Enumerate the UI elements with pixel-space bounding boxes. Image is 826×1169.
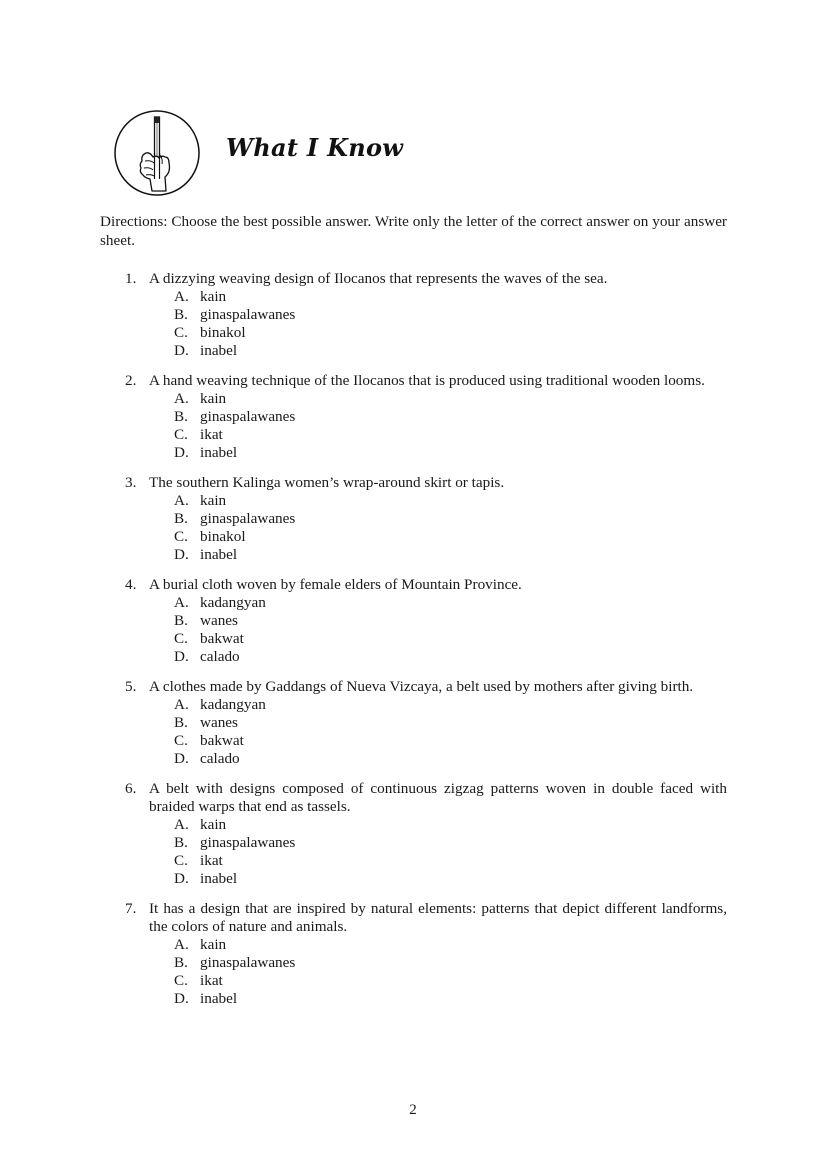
choice-letter: A. bbox=[174, 936, 189, 953]
choice-text: kadangyan bbox=[200, 696, 266, 713]
choice-item bbox=[149, 426, 727, 444]
question-text: A clothes made by Gaddangs of Nueva Vizcaya, a belt used by mothers after giving birth. bbox=[149, 678, 694, 695]
section-title: What I Know bbox=[226, 133, 404, 162]
question-item bbox=[100, 372, 727, 462]
choice-item bbox=[149, 528, 727, 546]
choice-letter: A. bbox=[174, 696, 189, 713]
choice-item bbox=[149, 306, 727, 324]
choice-list bbox=[149, 288, 727, 360]
question-number: 5. bbox=[125, 678, 137, 695]
choice-item bbox=[149, 972, 727, 990]
choice-list bbox=[149, 696, 727, 768]
choice-letter: C. bbox=[174, 852, 188, 869]
choice-letter: B. bbox=[174, 834, 188, 851]
choice-item bbox=[149, 444, 727, 462]
choice-item bbox=[149, 696, 727, 714]
choice-letter: A. bbox=[174, 390, 189, 407]
choice-text: inabel bbox=[200, 870, 238, 887]
choice-letter: B. bbox=[174, 408, 188, 425]
choice-item bbox=[149, 630, 727, 648]
choice-text: binakol bbox=[200, 324, 246, 341]
choice-text: bakwat bbox=[200, 630, 244, 647]
choice-letter: B. bbox=[174, 954, 188, 971]
question-item bbox=[100, 474, 727, 564]
choice-list bbox=[149, 936, 727, 1008]
choice-text: inabel bbox=[200, 444, 238, 461]
question-item bbox=[100, 678, 727, 768]
choice-item bbox=[149, 492, 727, 510]
choice-list bbox=[149, 390, 727, 462]
choice-item bbox=[149, 852, 727, 870]
choice-item bbox=[149, 714, 727, 732]
choice-text: kain bbox=[200, 390, 227, 407]
question-item bbox=[100, 576, 727, 666]
choice-item bbox=[149, 546, 727, 564]
choice-text: calado bbox=[200, 750, 240, 767]
question-item bbox=[100, 270, 727, 360]
choice-letter: C. bbox=[174, 528, 188, 545]
choice-text: ginaspalawanes bbox=[200, 834, 296, 851]
choice-text: ginaspalawanes bbox=[200, 408, 296, 425]
choice-item bbox=[149, 834, 727, 852]
choice-text: kain bbox=[200, 492, 227, 509]
choice-item bbox=[149, 390, 727, 408]
choice-text: ikat bbox=[200, 426, 223, 443]
choice-text: ginaspalawanes bbox=[200, 306, 296, 323]
choice-text: ginaspalawanes bbox=[200, 510, 296, 527]
choice-item bbox=[149, 990, 727, 1008]
choice-text: inabel bbox=[200, 990, 238, 1007]
choice-letter: B. bbox=[174, 306, 188, 323]
choice-list bbox=[149, 492, 727, 564]
choice-item bbox=[149, 288, 727, 306]
choice-letter: D. bbox=[174, 546, 189, 563]
choice-letter: C. bbox=[174, 426, 188, 443]
choice-letter: D. bbox=[174, 750, 189, 767]
choice-text: kain bbox=[200, 816, 227, 833]
choice-item bbox=[149, 870, 727, 888]
choice-item bbox=[149, 732, 727, 750]
choice-text: ikat bbox=[200, 972, 223, 989]
choice-item bbox=[149, 594, 727, 612]
section-header bbox=[113, 108, 201, 198]
question-number: 7. bbox=[125, 900, 137, 917]
choice-text: ikat bbox=[200, 852, 223, 869]
choice-letter: A. bbox=[174, 492, 189, 509]
question-text: A dizzying weaving design of Ilocanos that represents the waves of the sea. bbox=[149, 270, 608, 287]
choice-text: ginaspalawanes bbox=[200, 954, 296, 971]
choice-item bbox=[149, 342, 727, 360]
choice-letter: C. bbox=[174, 972, 188, 989]
choice-text: kain bbox=[200, 288, 227, 305]
question-number: 4. bbox=[125, 576, 137, 593]
choice-text: bakwat bbox=[200, 732, 244, 749]
choice-item bbox=[149, 408, 727, 426]
choice-letter: D. bbox=[174, 648, 189, 665]
choice-list bbox=[149, 816, 727, 888]
choice-letter: B. bbox=[174, 612, 188, 629]
choice-list bbox=[149, 594, 727, 666]
choice-item bbox=[149, 612, 727, 630]
choice-text: kadangyan bbox=[200, 594, 266, 611]
choice-letter: D. bbox=[174, 870, 189, 887]
question-text: It has a design that are inspired by natural elements: patterns that depict different landforms, the colors of nature and animals. bbox=[149, 900, 727, 935]
choice-item bbox=[149, 936, 727, 954]
question-number: 6. bbox=[125, 780, 137, 797]
question-number: 1. bbox=[125, 270, 137, 287]
choice-text: binakol bbox=[200, 528, 246, 545]
choice-item bbox=[149, 816, 727, 834]
choice-text: calado bbox=[200, 648, 240, 665]
choice-letter: A. bbox=[174, 288, 189, 305]
choice-item bbox=[149, 324, 727, 342]
question-list bbox=[100, 270, 727, 1020]
directions-text: Directions: Choose the best possible answer. Write only the letter of the correct answer on your answer sheet. bbox=[100, 213, 727, 249]
question-text: A hand weaving technique of the Ilocanos that is produced using traditional wooden looms. bbox=[149, 372, 705, 389]
choice-letter: B. bbox=[174, 714, 188, 731]
choice-letter: D. bbox=[174, 342, 189, 359]
choice-text: inabel bbox=[200, 342, 238, 359]
choice-item bbox=[149, 954, 727, 972]
choice-letter: D. bbox=[174, 444, 189, 461]
hand-holding-pencil-icon bbox=[113, 109, 201, 197]
page-number: 2 bbox=[409, 1102, 417, 1118]
choice-text: wanes bbox=[200, 714, 238, 731]
choice-letter: B. bbox=[174, 510, 188, 527]
choice-letter: C. bbox=[174, 324, 188, 341]
choice-text: kain bbox=[200, 936, 227, 953]
choice-letter: A. bbox=[174, 594, 189, 611]
question-number: 3. bbox=[125, 474, 137, 491]
question-item bbox=[100, 900, 727, 1008]
choice-item bbox=[149, 510, 727, 528]
question-item bbox=[100, 780, 727, 888]
choice-letter: A. bbox=[174, 816, 189, 833]
choice-letter: C. bbox=[174, 630, 188, 647]
choice-letter: D. bbox=[174, 990, 189, 1007]
question-number: 2. bbox=[125, 372, 137, 389]
choice-letter: C. bbox=[174, 732, 188, 749]
question-text: A belt with designs composed of continuous zigzag patterns woven in double faced with braided warps that end as tassels. bbox=[149, 780, 727, 815]
choice-item bbox=[149, 648, 727, 666]
question-text: A burial cloth woven by female elders of Mountain Province. bbox=[149, 576, 522, 593]
choice-item bbox=[149, 750, 727, 768]
choice-text: inabel bbox=[200, 546, 238, 563]
question-text: The southern Kalinga women’s wrap-around skirt or tapis. bbox=[149, 474, 505, 491]
choice-text: wanes bbox=[200, 612, 238, 629]
